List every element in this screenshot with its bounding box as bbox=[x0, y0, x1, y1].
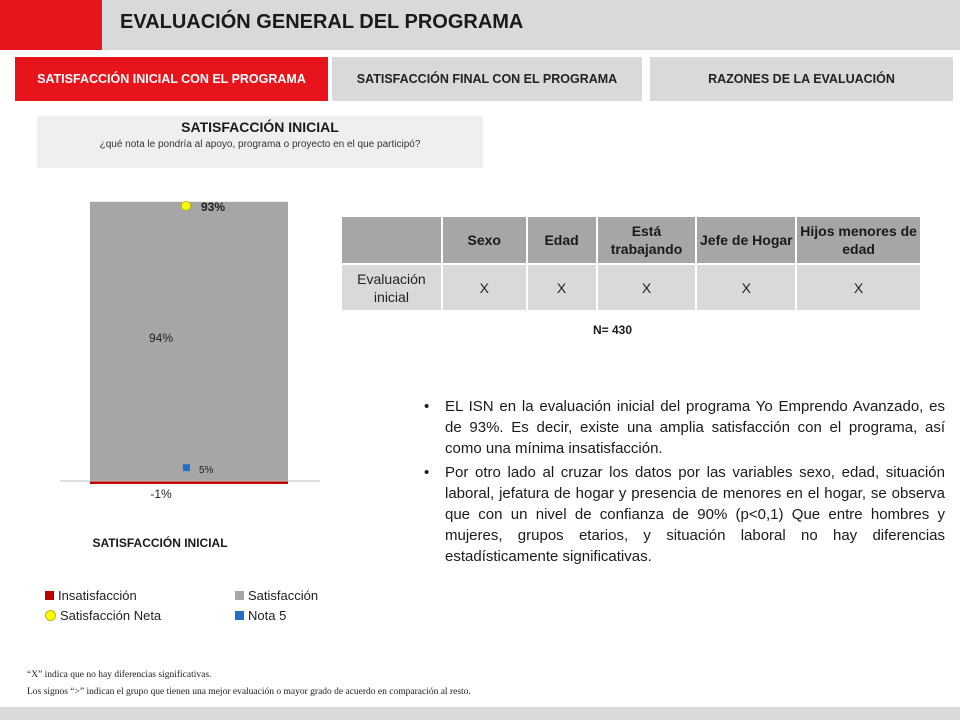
tab-satisfaccion-inicial[interactable]: SATISFACCIÓN INICIAL CON EL PROGRAMA bbox=[15, 57, 328, 101]
table-cell: X bbox=[597, 264, 697, 310]
table-header-row bbox=[342, 217, 921, 264]
chart-subtitle-question: ¿qué nota le pondría al apoyo, programa o proyecto en el que participó? bbox=[99, 139, 421, 150]
legend-item-insatisfaccion bbox=[45, 588, 137, 603]
tab-satisfaccion-final[interactable]: SATISFACCIÓN FINAL CON EL PROGRAMA bbox=[332, 57, 642, 101]
bullet-dot-icon: • bbox=[424, 398, 430, 415]
tab-razones-evaluacion[interactable]: RAZONES DE LA EVALUACIÓN bbox=[650, 57, 953, 101]
table-header-trabajando: Está trabajando bbox=[597, 217, 697, 264]
footnote: Los signos “>” indican el grupo que tienen una mejor evaluación o mayor grado de acuerdo en comparación al resto. bbox=[27, 687, 471, 697]
data-label-insatisfaccion: -1% bbox=[150, 487, 172, 501]
legend-swatch-satisfaccion bbox=[235, 591, 244, 600]
legend-item-satisfaccion bbox=[235, 588, 318, 603]
legend-swatch-insatisfaccion bbox=[45, 591, 54, 600]
marker-nota-5 bbox=[183, 464, 190, 471]
bullet-text: EL ISN en la evaluación inicial del programa Yo Emprendo Avanzado, es de 93%. Es decir, existe una amplia satisfacción con el programa, así como una mínima insatisfacción. bbox=[445, 398, 945, 457]
satisfaction-chart bbox=[30, 190, 330, 560]
chart-subtitle-box bbox=[37, 116, 483, 168]
chart-subtitle-title: SATISFACCIÓN INICIAL bbox=[181, 119, 339, 135]
bullet-dot-icon: • bbox=[424, 464, 430, 481]
marker-satisfaccion-neta bbox=[182, 201, 191, 210]
table-row-label: Evaluación inicial bbox=[342, 264, 442, 310]
legend-swatch-nota-5 bbox=[235, 611, 244, 620]
table-cell: X bbox=[796, 264, 921, 310]
crosstab-table bbox=[342, 217, 922, 310]
bullet-text: Por otro lado al cruzar los datos por las variables sexo, edad, situación laboral, jefatura de hogar y presencia de menores en el hogar, se observa que con un nivel de confianza de 90% (p<0,1) Que entre hombres y mujeres, grupos etarios, y situación laboral no hay diferencias estadísticamente significativas. bbox=[445, 464, 945, 565]
bar-satisfaccion bbox=[90, 199, 288, 481]
legend-item-satisfaccion-neta bbox=[45, 608, 161, 623]
bottom-bar bbox=[0, 707, 960, 720]
bullet-item bbox=[420, 396, 945, 459]
legend-label: Nota 5 bbox=[248, 608, 287, 623]
findings-bullets bbox=[420, 396, 945, 570]
footnote: “X” indica que no hay diferencias significativas. bbox=[27, 670, 212, 680]
table-header-jefe-hogar: Jefe de Hogar bbox=[696, 217, 796, 264]
sample-size-label: N= 430 bbox=[593, 323, 633, 337]
x-axis-category-label: SATISFACCIÓN INICIAL bbox=[92, 536, 228, 550]
header-accent-block bbox=[0, 0, 102, 50]
table-header-edad: Edad bbox=[527, 217, 597, 264]
legend-label: Satisfacción bbox=[248, 588, 319, 603]
table-cell: X bbox=[527, 264, 597, 310]
table-header-empty bbox=[342, 217, 442, 264]
page-title: EVALUACIÓN GENERAL DEL PROGRAMA bbox=[120, 11, 524, 33]
legend-item-nota-5 bbox=[235, 608, 286, 623]
data-label-satisfaccion: 94% bbox=[148, 330, 174, 345]
table-row bbox=[342, 264, 921, 310]
table-header-hijos-menores: Hijos menores de edad bbox=[796, 217, 921, 264]
data-label-satisfaccion-neta: 93% bbox=[201, 199, 226, 214]
legend-swatch-satisfaccion-neta bbox=[45, 610, 56, 621]
data-label-nota-5: 5% bbox=[199, 465, 214, 477]
bullet-item bbox=[420, 462, 945, 567]
table-cell: X bbox=[696, 264, 796, 310]
table-header-sexo: Sexo bbox=[442, 217, 527, 264]
legend-label: Satisfacción Neta bbox=[60, 608, 162, 623]
legend-label: Insatisfacción bbox=[58, 588, 137, 603]
table-cell: X bbox=[442, 264, 527, 310]
